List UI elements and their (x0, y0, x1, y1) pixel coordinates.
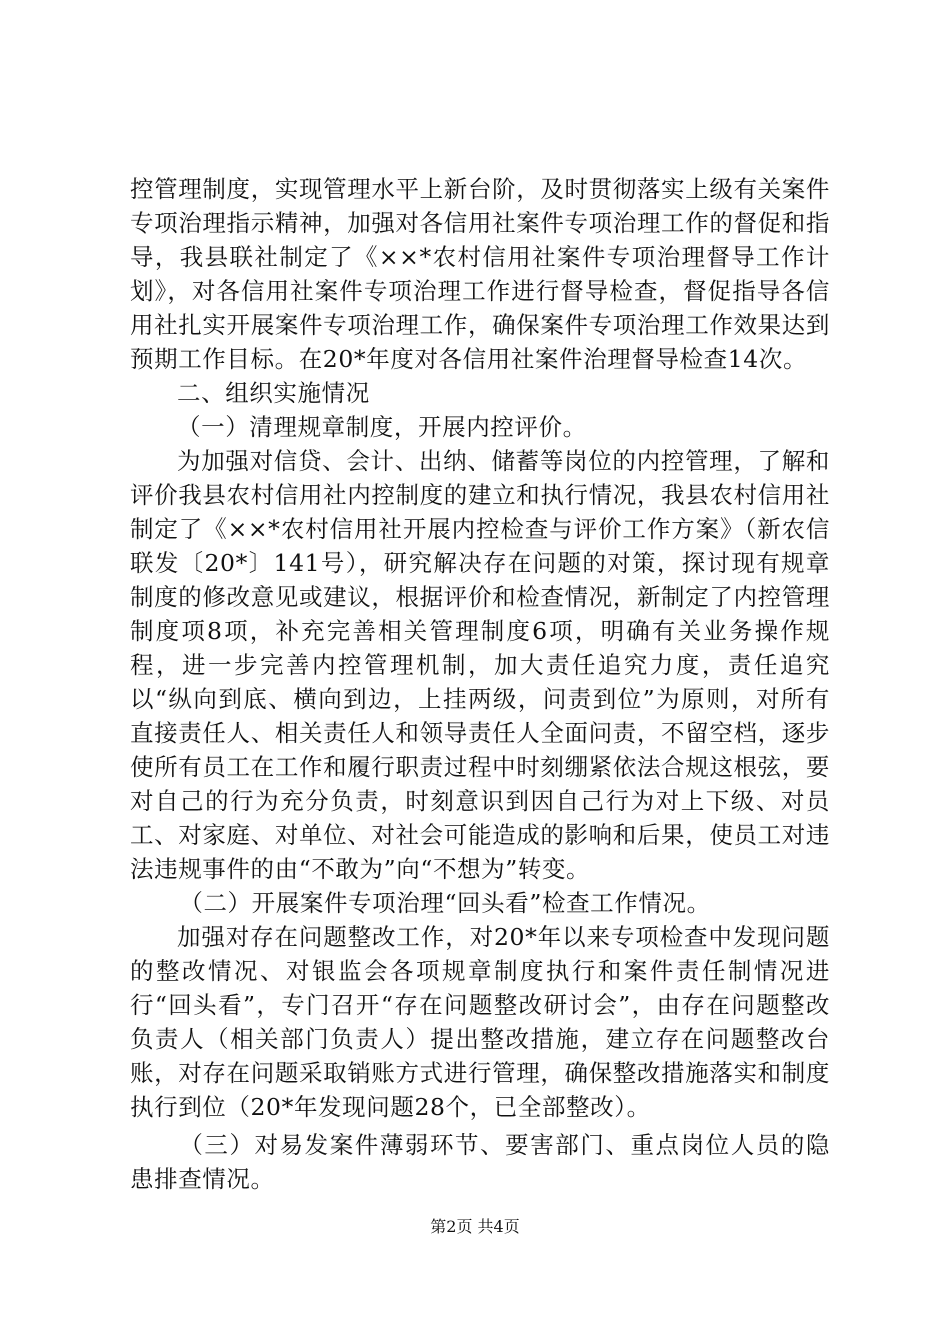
subsection-heading-1: （一）清理规章制度，开展内控评价。 (177, 413, 587, 441)
section-heading: 二、组织实施情况 (177, 379, 370, 407)
paragraph-body-2: 加强对存在问题整改工作，对20*年以来专项检查中发现问题的整改情况、对银监会各项规章制度执行和案件责任制情况进行“回头看”，专门召开“存在问题整改研讨会”，由存在问题整改负责人（相关部门负责人）提出整改措施，建立存在问题整改台账，对存在问题采取销账方式进行管理，确保整改措施落实和制度执行到位（20*年发现问题28个，已全部整改）。 (130, 923, 830, 1121)
subsection-heading-2: （二）开展案件专项治理“回头看”检查工作情况。 (179, 889, 711, 917)
subsection-heading-3: （三）对易发案件薄弱环节、要害部门、重点岗位人员的隐患排查情况。 (130, 1131, 830, 1193)
page-footer: 第2页 共4页 (430, 1217, 520, 1236)
paragraph-body-1: 为加强对信贷、会计、出纳、储蓄等岗位的内控管理，了解和评价我县农村信用社内控制度的建立和执行情况，我县农村信用社制定了《××*农村信用社开展内控检查与评价工作方案》（新农信联发〔20*〕141号），研究解决存在问题的对策，探讨现有规章制度的修改意见或建议，根据评价和检查情况，新制定了内控管理制度项8项，补充完善相关管理制度6项，明确有关业务操作规程，进一步完善内控管理机制，加大责任追究力度，责任追究以“纵向到底、横向到边，上挂两级，问责到位”为原则，对所有直接责任人、相关责任人和领导责任人全面问责，不留空档，逐步使所有员工在工作和履行职责过程中时刻绷紧依法合规这根弦，要对自己的行为充分负责，时刻意识到因自己行为对上下级、对员工、对家庭、对单位、对社会可能造成的影响和后果，使员工对违法违规事件的由“不敢为”向“不想为”转变。 (130, 447, 830, 883)
paragraph-continuation: 控管理制度，实现管理水平上新台阶，及时贯彻落实上级有关案件专项治理指示精神，加强对各信用社案件专项治理工作的督促和指导，我县联社制定了《××*农村信用社案件专项治理督导工作计划》，对各信用社案件专项治理工作进行督导检查，督促指导各信用社扎实开展案件专项治理工作，确保案件专项治理工作效果达到预期工作目标。在20*年度对各信用社案件治理督导检查14次。 (130, 175, 830, 373)
document-body (130, 172, 830, 1196)
